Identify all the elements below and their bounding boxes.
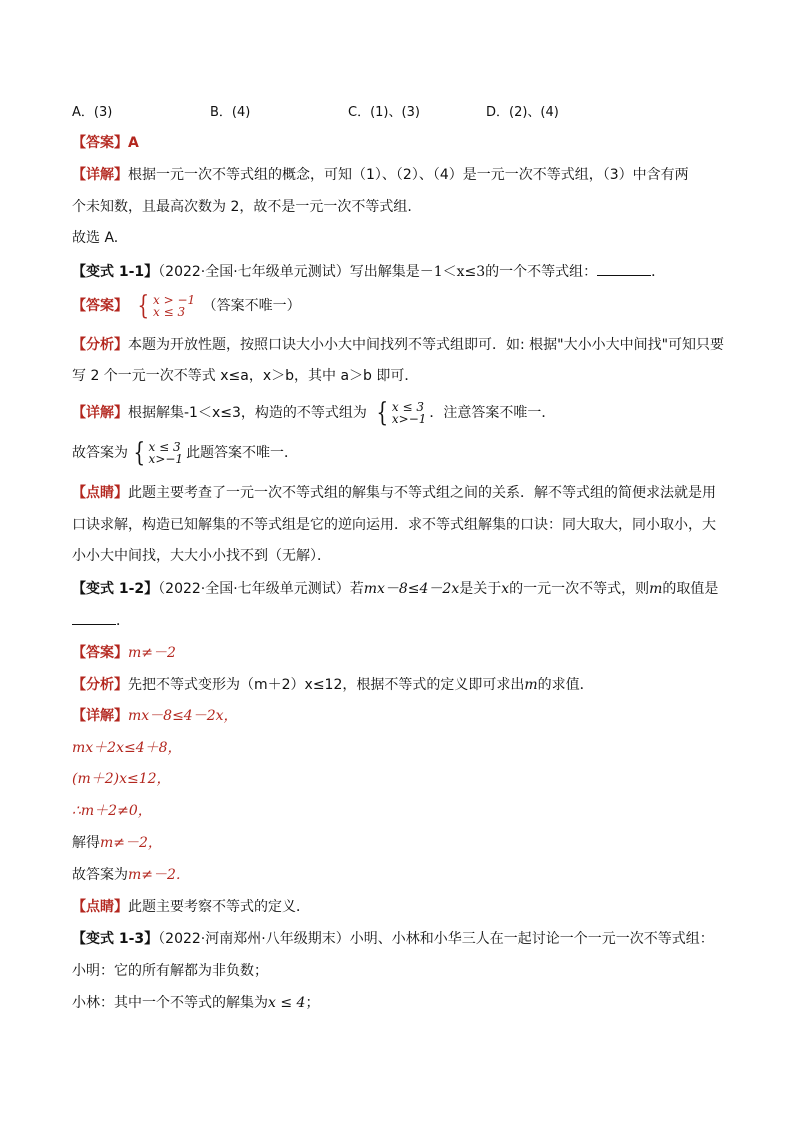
v13-xiaolin: 小林：其中一个不等式的解集为x ≤ 4；: [72, 995, 320, 1011]
q0-answer: 【答案】A: [72, 135, 139, 151]
q0-conclusion: 故选 A.: [72, 230, 119, 246]
option-d: D．(2)、(4): [486, 105, 559, 120]
option-c: C．(1)、(3): [348, 105, 420, 120]
v11-answer: 【答案】 { x > −1 x ≤ 3 （答案不唯一）: [72, 291, 301, 321]
q0-detail-line-1: 【详解】根据一元一次不等式组的概念，可知（1）、（2）、（4）是一元一次不等式组，（3）中含有两: [72, 167, 689, 183]
v11-analysis-line-1: 【分析】本题为开放性题，按照口诀大小小大中间找列不等式组即可．如: 根据"大小小大中间找"可知只要: [72, 337, 725, 353]
v11-comment-line-2: 口诀求解，构造已知解集的不等式组是它的逆向运用．求不等式组解集的口诀：同大取大，同小取小，大: [72, 517, 716, 533]
option-b: B．(4): [210, 105, 251, 120]
v12-analysis: 【分析】先把不等式变形为（m＋2）x≤12，根据不等式的定义即可求出m的求值．: [72, 677, 594, 693]
inequality-system: { x ≤ 3 x>−1: [376, 398, 427, 428]
v13-xiaoming: 小明：它的所有解都为非负数；: [72, 963, 268, 979]
v12-stem-blank-line: ．: [72, 610, 130, 631]
v11-comment-line-3: 小小大中间找，大大小小找不到（无解）．: [72, 548, 331, 564]
answer-blank: [72, 610, 116, 625]
v13-stem: 【变式 1-3】（2022·河南郑州·八年级期末）小明、小林和小华三人在一起讨论一个一元一次不等式组：: [72, 931, 714, 947]
inequality-system: { x > −1 x ≤ 3: [137, 291, 196, 321]
v11-final: 故答案为 { x ≤ 3 x>−1 此题答案不唯一．: [72, 438, 299, 468]
v12-detail-step-3: (m＋2)x≤12，: [72, 771, 171, 787]
v11-analysis-line-2: 写 2 个一元一次不等式 x≤a，x＞b，其中 a＞b 即可．: [72, 368, 419, 384]
v12-detail-step-1: 【详解】mx－8≤4－2x，: [72, 708, 238, 724]
v12-detail-step-4: ∴m＋2≠0，: [72, 803, 152, 819]
v11-stem: 【变式 1-1】（2022·全国·七年级单元测试）写出解集是－1＜x≤3的一个不等式组： ．: [72, 261, 665, 282]
v12-detail-step-2: mx＋2x≤4＋8，: [72, 740, 182, 756]
v11-comment-line-1: 【点睛】此题主要考查了一元一次不等式组的解集与不等式组之间的关系．解不等式组的简便求法就是用: [72, 485, 716, 501]
answer-blank: [597, 261, 651, 276]
v12-final: 故答案为m≠－2．: [72, 867, 190, 883]
q0-detail-line-2: 个未知数，且最高次数为 2，故不是一元一次不等式组.: [72, 199, 412, 215]
inequality-system: { x ≤ 3 x>−1: [133, 438, 184, 468]
v12-answer: 【答案】m≠－2: [72, 645, 176, 661]
v12-comment: 【点睛】此题主要考察不等式的定义．: [72, 899, 310, 915]
v12-solve: 解得m≠－2，: [72, 835, 162, 851]
v11-detail: 【详解】根据解集-1＜x≤3，构造的不等式组为 { x ≤ 3 x>−1 ．注意答案不唯一．: [72, 398, 556, 428]
option-a: A．(3): [72, 105, 113, 120]
v12-stem: 【变式 1-2】（2022·全国·七年级单元测试）若mx－8≤4－2x是关于x的一元一次不等式，则m的取值是: [72, 581, 719, 597]
